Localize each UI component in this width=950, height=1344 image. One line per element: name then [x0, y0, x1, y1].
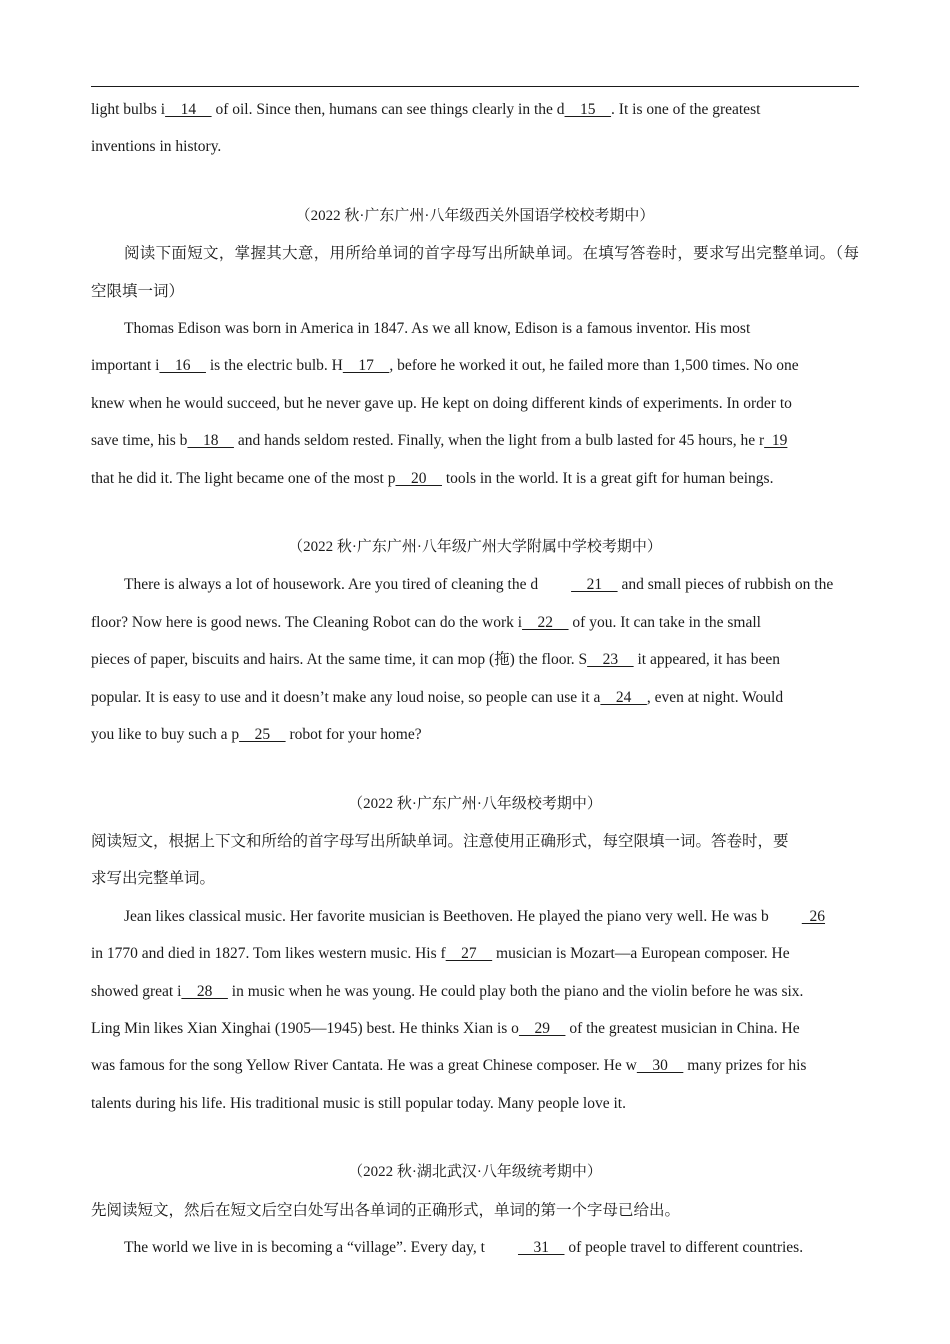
passage-line: you like to buy such a p 25 robot for your home?	[91, 716, 859, 753]
answer-blank[interactable]: 15	[564, 101, 612, 118]
intro-line-2: inventions in history.	[91, 138, 222, 156]
answer-blank[interactable]: 28	[181, 982, 228, 1000]
passage-line: important i 16 is the electric bulb. H 17 , before he worked it out, he failed more than 1,500 times. No one	[91, 347, 859, 384]
passage-line: Jean likes classical music. Her favorite musician is Beethoven. He played the piano very well. He was b 26	[91, 898, 859, 935]
answer-blank[interactable]: 30	[636, 1057, 684, 1075]
passage-line: Ling Min likes Xian Xinghai (1905—1945) best. He thinks Xian is o 29 of the greatest musician in China. He	[91, 1010, 859, 1047]
section-instruction: 先阅读短文，然后在短文后空白处写出各单词的正确形式，单词的第一个字母已给出。	[91, 1201, 681, 1219]
passage-line: talents during his life. His traditional music is still popular today. Many people love it.	[91, 1094, 626, 1112]
intro-line-1: light bulbs i 14 of oil. Since then, humans can see things clearly in the d 15 . It is one of the greatest	[91, 91, 859, 128]
answer-blank[interactable]: 23	[587, 651, 634, 669]
passage-line: The world we live in is becoming a “village”. Every day, t 31 of people travel to different countries.	[91, 1229, 859, 1266]
answer-blank[interactable]: 22	[522, 613, 569, 631]
passage-line: in 1770 and died in 1827. Tom likes western music. His f 27 musician is Mozart—a European composer. He	[91, 935, 859, 972]
passage-line: There is always a lot of housework. Are you tired of cleaning the d 21 and small pieces of rubbish on the	[91, 566, 859, 603]
passage-line: floor? Now here is good news. The Cleaning Robot can do the work i 22 of you. It can take in the small	[91, 604, 859, 641]
passage-line: pieces of paper, biscuits and hairs. At the same time, it can mop (拖) the floor. S 23 it appeared, it has been	[91, 641, 859, 678]
answer-blank[interactable]: 17	[342, 357, 390, 375]
answer-blank[interactable]: 14	[165, 101, 212, 118]
answer-blank[interactable]: 31	[517, 1238, 565, 1256]
answer-blank[interactable]: 27	[445, 945, 493, 963]
answer-blank[interactable]: 26	[801, 907, 826, 925]
answer-blank[interactable]: 25	[239, 726, 286, 744]
section-heading: （2022 秋·广东广州·八年级校考期中）	[348, 795, 602, 812]
answer-blank[interactable]: 24	[600, 688, 647, 706]
section-instruction: 求写出完整单词。	[91, 870, 216, 888]
answer-blank[interactable]: 20	[395, 469, 442, 487]
section-instruction: 阅读短文，根据上下文和所给的首字母写出所缺单词。注意使用正确形式，每空限填一词。答卷时，要	[91, 832, 789, 850]
answer-blank[interactable]: 29	[518, 1019, 566, 1037]
answer-blank[interactable]: 21	[571, 576, 618, 594]
answer-blank[interactable]: 16	[159, 357, 206, 375]
passage-line: Thomas Edison was born in America in 1847. As we all know, Edison is a famous inventor. His most	[124, 320, 751, 338]
passage-line: knew when he would succeed, but he never gave up. He kept on doing different kinds of experiments. In order to	[91, 394, 792, 412]
passage-line: popular. It is easy to use and it doesn’t make any loud noise, so people can use it a 24 , even at night. Would	[91, 679, 859, 716]
section-heading: （2022 秋·湖北武汉·八年级统考期中）	[348, 1164, 602, 1181]
passage-line: was famous for the song Yellow River Cantata. He was a great Chinese composer. He w 30 many prizes for his	[91, 1047, 859, 1084]
passage-line: showed great i 28 in music when he was young. He could play both the piano and the violin before he was six.	[91, 973, 859, 1010]
section-heading: （2022 秋·广东广州·八年级广州大学附属中学校考期中）	[288, 539, 662, 556]
answer-blank[interactable]: 18	[187, 432, 234, 450]
section-heading: （2022 秋·广东广州·八年级西关外国语学校校考期中）	[295, 207, 655, 224]
section-instruction: 阅读下面短文，掌握其大意，用所给单词的首字母写出所缺单词。在填写答卷时，要求写出完整单词。（每空限填一词）	[91, 245, 859, 300]
header-rule	[91, 86, 859, 87]
passage-line: that he did it. The light became one of the most p 20 tools in the world. It is a great gift for human beings.	[91, 460, 859, 497]
passage-line: save time, his b 18 and hands seldom rested. Finally, when the light from a bulb lasted for 45 hours, he r 19	[91, 422, 859, 459]
document-body	[91, 91, 859, 1266]
answer-blank[interactable]: 19	[764, 432, 788, 450]
